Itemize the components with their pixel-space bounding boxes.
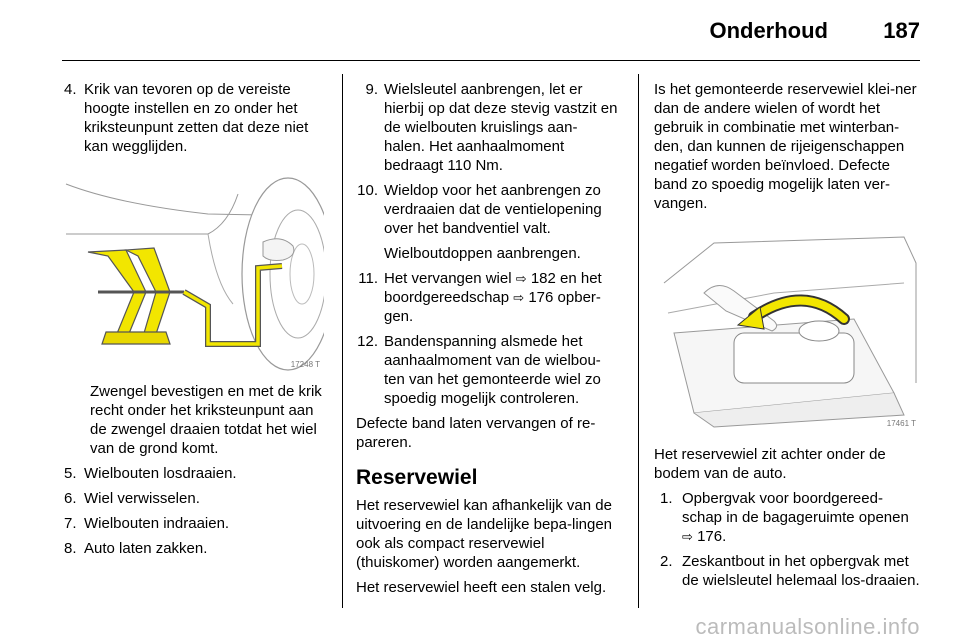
jack-illustration bbox=[58, 164, 324, 376]
page-ref[interactable]: 182 bbox=[530, 270, 556, 287]
column-divider bbox=[342, 74, 343, 608]
paragraph: Het reservewiel zit achter onder de bodem van de auto. bbox=[654, 446, 886, 482]
paragraph: Het reservewiel heeft een stalen velg. bbox=[356, 579, 607, 596]
list-item-2 bbox=[654, 552, 922, 590]
item-text: Wieldop voor het aanbrengen zo verdraaien dat de ventielopening over het bandventiel valt. bbox=[384, 182, 602, 237]
paragraph: Is het gemonteerde reservewiel klei-ner dan de andere wielen of wordt het gebruik in combinatie met winterban-den, dan kunnen de rijeigenschappen negatief worden beïnvloed. Defecte band zo spoedig mogelijk laten ver-vangen. bbox=[654, 81, 917, 212]
spare-wheel-illustration bbox=[654, 223, 920, 435]
trunk-spare-wheel-icon bbox=[654, 223, 920, 435]
section-title: Onderhoud bbox=[709, 18, 828, 43]
item-number: 6. bbox=[64, 490, 77, 507]
figure-number: 17461 T bbox=[886, 419, 916, 428]
figure-number: 17248 T bbox=[290, 360, 320, 369]
column-2 bbox=[356, 80, 618, 603]
page-number: 187 bbox=[883, 18, 920, 43]
list-item-8 bbox=[62, 539, 328, 558]
item-text: Wielbouten indraaien. bbox=[84, 515, 230, 532]
item-number: 11. bbox=[358, 270, 378, 287]
list-item-6 bbox=[62, 489, 328, 508]
item-number: 12. bbox=[357, 333, 378, 350]
item-text: Auto laten zakken. bbox=[84, 540, 208, 557]
item-text: Krik van tevoren op de vereiste hoogte instellen en zo onder het kriksteunpunt zetten dat deze niet kan wegglijden. bbox=[84, 81, 309, 155]
page-header bbox=[0, 0, 960, 62]
page-ref[interactable]: 176 bbox=[697, 528, 723, 545]
figure-caption: Zwengel bevestigen en met de krik recht onder het kriksteunpunt aan de zwengel draaien totdat het wiel van de grond komt. bbox=[90, 383, 322, 457]
item-number: 2. bbox=[660, 553, 673, 570]
item-number: 1. bbox=[660, 490, 673, 507]
item-number: 5. bbox=[64, 465, 77, 482]
list-item-4 bbox=[62, 80, 328, 156]
item-text: Het vervangen wiel bbox=[384, 270, 516, 287]
item-number: 7. bbox=[64, 515, 77, 532]
header-rule bbox=[62, 60, 920, 61]
item-number: 10. bbox=[357, 182, 378, 199]
item-text: Zeskantbout in het opbergvak met de wielsleutel helemaal los-draaien. bbox=[682, 553, 920, 589]
item-text: Wielsleutel aanbrengen, let er hierbij op dat deze stevig vastzit en de wielbouten kruislings aan-halen. Het aanhaalmoment bedraagt 110 Nm. bbox=[384, 81, 618, 174]
item-number: 9. bbox=[365, 81, 378, 98]
item-text: en het boordgereedschap bbox=[384, 270, 602, 306]
page-ref-arrow-icon: ⇨ bbox=[513, 290, 525, 305]
column-3 bbox=[654, 80, 922, 596]
item-text: Wiel verwisselen. bbox=[84, 490, 200, 507]
item-subtext: Wielboutdoppen aanbrengen. bbox=[384, 245, 581, 262]
item-number: 4. bbox=[64, 81, 77, 98]
paragraph: Het reservewiel kan afhankelijk van de uitvoering en de landelijke bepa-lingen ook als compact reservewiel (thuiskomer) worden aangemerkt. bbox=[356, 497, 613, 571]
list-item-7 bbox=[62, 514, 328, 533]
item-text: . bbox=[722, 528, 727, 545]
column-1 bbox=[62, 80, 328, 564]
paragraph: Defecte band laten vervangen of re-pareren. bbox=[356, 415, 596, 451]
item-text: opber-gen. bbox=[384, 289, 601, 325]
list-item-9 bbox=[356, 80, 618, 175]
item-number: 8. bbox=[64, 540, 77, 557]
item-text: Wielbouten losdraaien. bbox=[84, 465, 237, 482]
car-jack-icon bbox=[58, 164, 324, 376]
list-item-10 bbox=[356, 181, 618, 263]
column-divider bbox=[638, 74, 639, 608]
list-item-5 bbox=[62, 464, 328, 483]
page-ref[interactable]: 176 bbox=[528, 289, 554, 306]
list-item-1 bbox=[654, 489, 922, 546]
list-item-11 bbox=[356, 269, 618, 326]
item-text: Bandenspanning alsmede het aanhaalmoment van de wielbou-ten van het gemonteerde wiel zo spoedig mogelijk controleren. bbox=[384, 333, 601, 407]
item-text: Opbergvak voor boordgereed-schap in de bagageruimte openen bbox=[682, 490, 909, 526]
page-ref-arrow-icon: ⇨ bbox=[515, 271, 527, 286]
watermark: carmanualsonline.info bbox=[695, 614, 920, 639]
page-ref-arrow-icon: ⇨ bbox=[682, 529, 693, 544]
list-item-12 bbox=[356, 332, 618, 408]
section-heading: Reservewiel bbox=[356, 466, 478, 489]
